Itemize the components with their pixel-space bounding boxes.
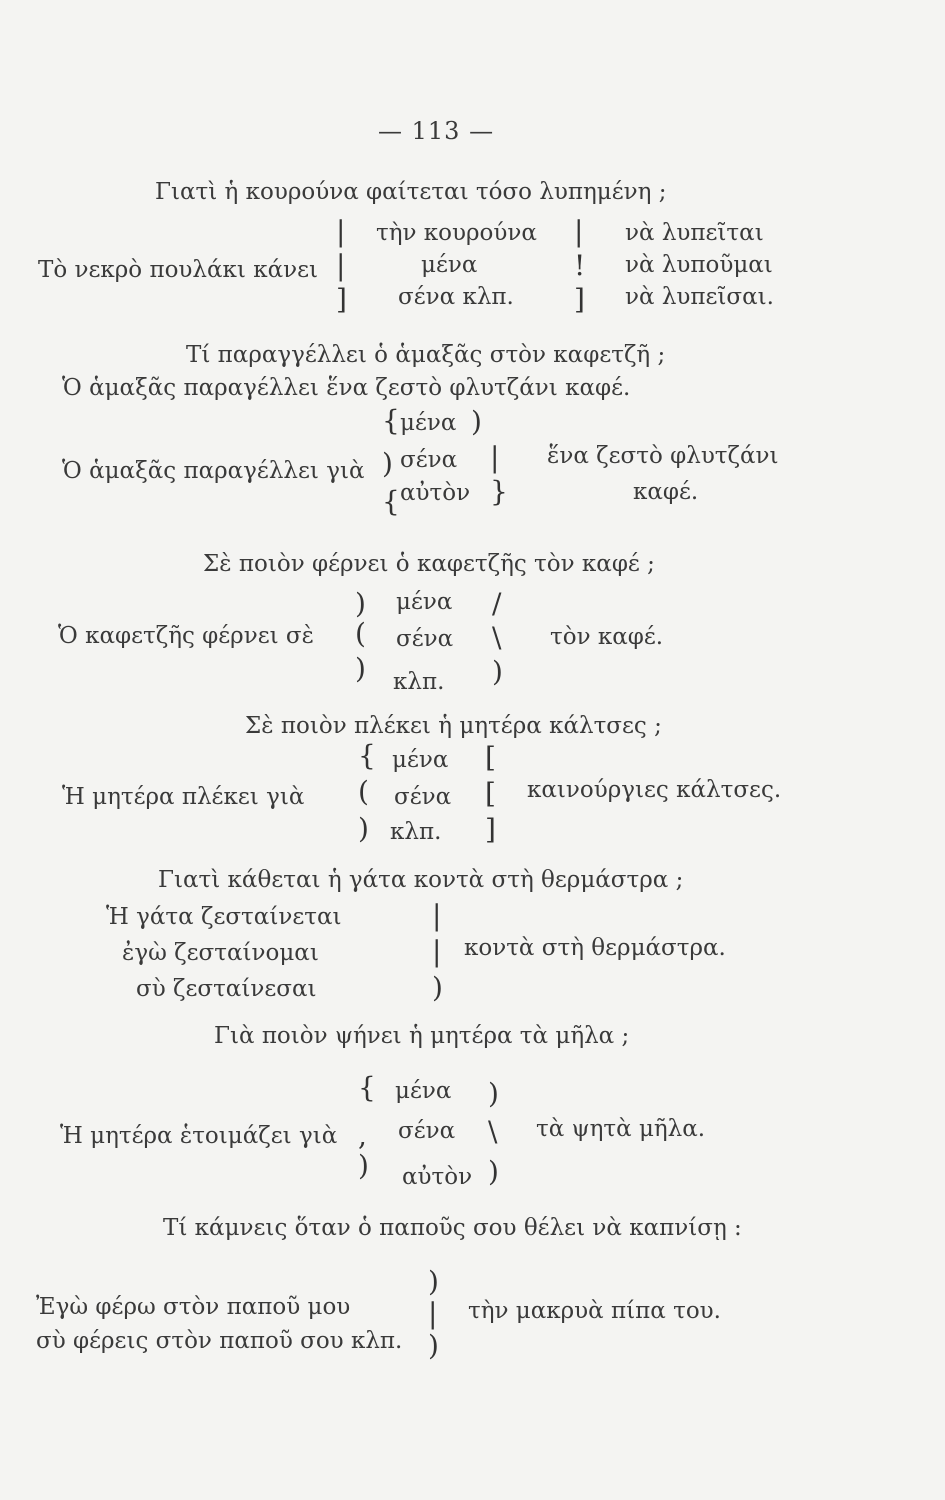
subject-line: σὺ ζεσταίνεσαι (136, 976, 317, 1002)
bracket: | (432, 899, 442, 932)
object-word: μένα (395, 1078, 452, 1104)
subject-line: ἐγὼ ζεσταίνομαι (122, 940, 319, 966)
bracket: ) (358, 812, 369, 845)
object-word: σένα (398, 1118, 456, 1144)
question: Σὲ ποιὸν φέρνει ὁ καφετζῆς τὸν καφέ ; (203, 551, 655, 577)
result-phrase: ἕνα ζεστὸ φλυτζάνι (547, 443, 779, 469)
bracket: \ (492, 621, 502, 654)
bracket: ) (471, 405, 482, 438)
bracket: ] (485, 813, 496, 846)
question: Τί παραγγέλλει ὁ ἁμαξᾶς στὸν καφετζῆ ; (186, 342, 666, 368)
bracket: | (428, 1297, 438, 1330)
sentence-lead: Ἡ μητέρα ἑτοιμάζει γιὰ (60, 1123, 338, 1149)
bracket: { (358, 739, 376, 772)
question: Σὲ ποιὸν πλέκει ἡ μητέρα κάλτσες ; (245, 713, 662, 739)
object-word: αὐτὸν (400, 480, 471, 506)
bracket: | (336, 249, 346, 282)
result-phrase: τὴν μακρυὰ πίπα του. (468, 1298, 721, 1324)
object-word: κλπ. (393, 669, 445, 695)
result-phrase: νὰ λυποῦμαι (625, 252, 773, 278)
result-phrase: κοντὰ στὴ θερμάστρα. (464, 935, 726, 961)
question: Τί κάμνεις ὅταν ὁ παποῦς σου θέλει νὰ καπνίσῃ : (163, 1215, 742, 1241)
result-phrase: νὰ λυπεῖται (625, 220, 764, 246)
bracket: ) (355, 652, 366, 685)
bracket: \ (488, 1115, 498, 1148)
subject-line: Ἡ γάτα ζεσταίνεται (106, 904, 342, 930)
bracket: ) (432, 971, 443, 1004)
bracket: ) (428, 1265, 439, 1298)
bracket: ) (358, 1149, 369, 1182)
object-word: σένα (396, 626, 454, 652)
bracket: ] (336, 283, 347, 316)
bracket: | (432, 935, 442, 968)
question: Γιατὶ κάθεται ἡ γάτα κοντὰ στὴ θερμάστρα ; (158, 867, 684, 893)
sentence-lead: Τὸ νεκρὸ πουλάκι κάνει (38, 257, 319, 283)
bracket: ) (382, 447, 393, 480)
bracket: { (358, 1071, 376, 1104)
bracket: [ (485, 777, 496, 810)
object-word: μένα (392, 747, 449, 773)
result-phrase: νὰ λυπεῖσαι. (625, 284, 774, 310)
bracket: [ (485, 741, 496, 774)
bracket: ! (574, 249, 586, 282)
question: Γιὰ ποιὸν ψήνει ἡ μητέρα τὰ μῆλα ; (214, 1023, 630, 1049)
object-word: μένα (396, 589, 453, 615)
object-word: μένα (421, 252, 478, 278)
object-word: σένα (394, 784, 452, 810)
bracket: ( (355, 617, 366, 650)
bracket: ) (355, 587, 366, 620)
sentence-lead: Ὁ καφετζῆς φέρνει σὲ (58, 623, 314, 649)
bracket: / (492, 587, 502, 620)
bracket: ) (492, 655, 503, 688)
result-phrase: τὰ ψητὰ μῆλα. (536, 1116, 706, 1142)
object-word: κλπ. (390, 819, 442, 845)
subject-line: σὺ φέρεις στὸν παποῦ σου κλπ. (36, 1328, 403, 1354)
subject-line: Ἐγὼ φέρω στὸν παποῦ μου (36, 1294, 351, 1320)
bracket: | (574, 215, 584, 248)
bracket: { (382, 485, 400, 518)
bracket: } (490, 475, 508, 508)
object-word: σένα κλπ. (398, 284, 514, 310)
result-phrase: καφέ. (633, 479, 699, 505)
result-phrase: τὸν καφέ. (550, 624, 664, 650)
result-phrase: καινούργιες κάλτσες. (527, 777, 782, 803)
object-word: σένα (400, 447, 458, 473)
object-word: αὐτὸν (402, 1164, 473, 1190)
bracket: ( (358, 775, 369, 808)
bracket: ) (488, 1077, 499, 1110)
object-word: τὴν κουρούνα (376, 220, 537, 246)
bracket: ) (428, 1329, 439, 1362)
bracket: , (358, 1119, 367, 1152)
bracket: | (490, 441, 500, 474)
bracket: ] (574, 283, 585, 316)
page-number: — 113 — (378, 117, 495, 145)
object-word: μένα (400, 410, 457, 436)
answer-sentence: Ὁ ἁμαξᾶς παραγέλλει ἕνα ζεστὸ φλυτζάνι καφέ. (62, 375, 631, 401)
sentence-lead: Ἡ μητέρα πλέκει γιὰ (62, 784, 305, 810)
bracket: ) (488, 1155, 499, 1188)
bracket: { (382, 404, 400, 437)
sentence-lead: Ὁ ἁμαξᾶς παραγέλλει γιὰ (62, 458, 365, 484)
bracket: | (336, 215, 346, 248)
question: Γιατὶ ἡ κουρούνα φαίτεται τόσο λυπημένη ; (155, 179, 667, 205)
